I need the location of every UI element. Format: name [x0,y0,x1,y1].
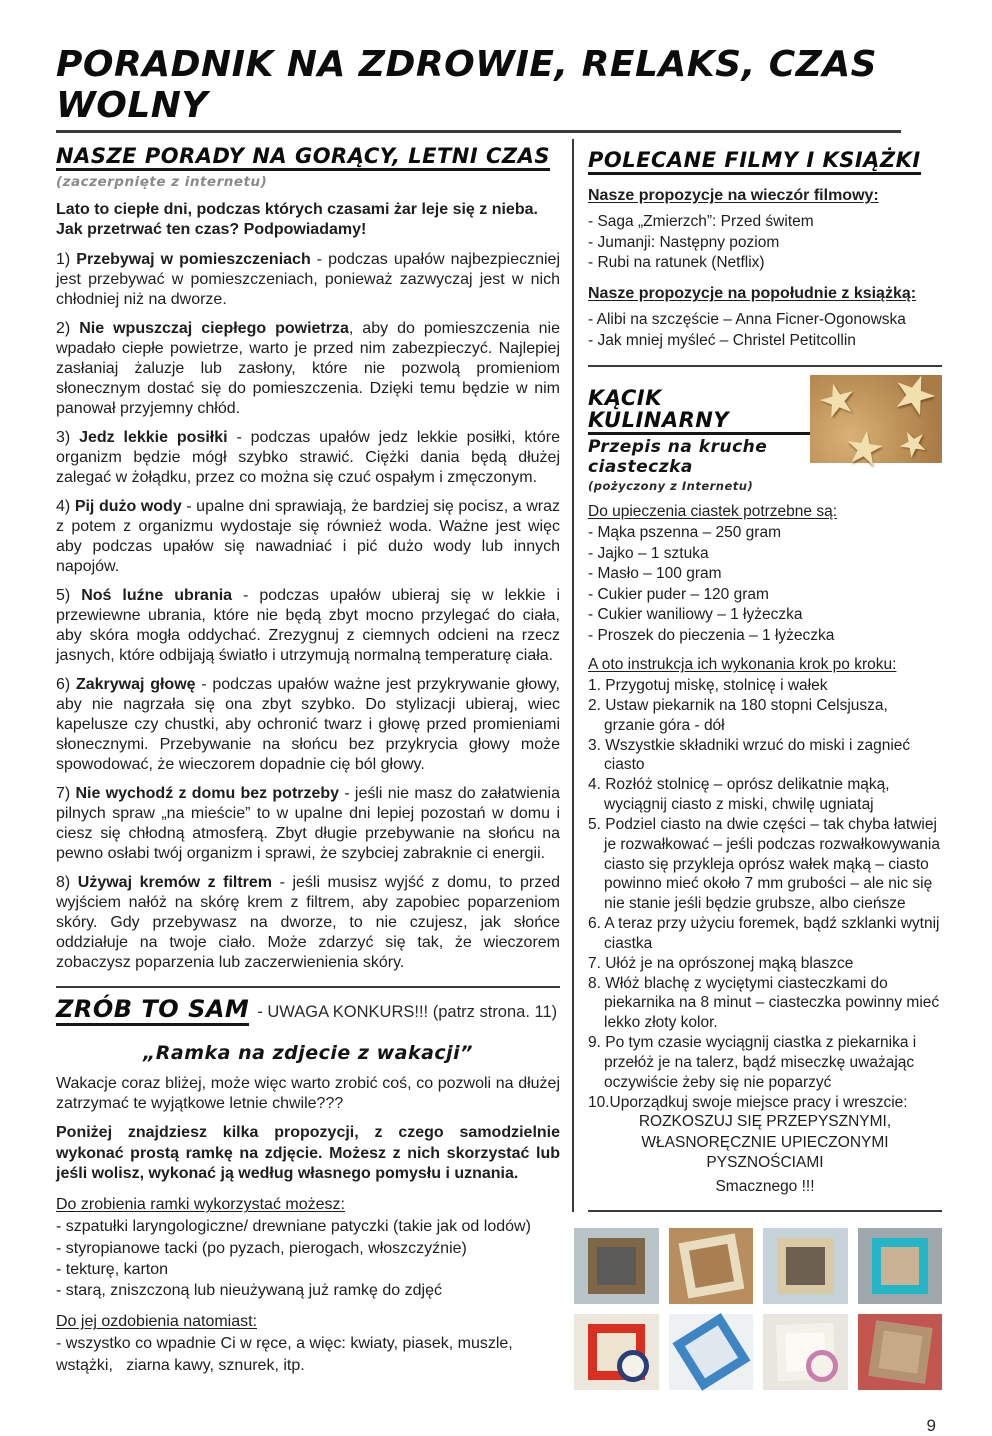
ingredient-list-item: - Cukier puder – 120 gram [588,585,769,603]
cooking-titles [588,375,810,493]
advice-item-6: 6) Zakrywaj głowę - podczas upałów ważne jest przykrywanie głowy, aby nie nagrzała się ona zbyt szybko. Do stylizacji ubieraj, wiec kapelusze czy chustki, aby ochronić twarz i głowę przed promieniami słonecznymi. Przebywanie na słońcu bez przykrycia głowy może spowodować, że wieczorem dopadnie cię ból głowy. [56,675,561,773]
photo-frame-turquoise-frame [872,1238,929,1294]
cookie-star-icon: ★ [840,419,889,477]
steps-heading: A oto instrukcja ich wykonania krok po kroku: [588,656,897,674]
two-column-layout [56,139,947,1436]
cooking-heading: KĄCIK KULINARNY [588,387,810,435]
photo-frame-crafting-sticks-frame [678,1233,743,1298]
advice-item-3: 3) Jedz lekkie posiłki - podczas upałów jedz lekkie posiłki, które organizm będzie mógł szybko strawić. Ciężki dania będą dłużej zalegać w żołądku, przez co można się czuć ospałym i zmęczonym. [56,428,560,486]
finale-line: ROZKOSZUJ SIĘ PRZEPYSZNYMI, [638,1113,892,1131]
diy-subtitle: „Ramka na zdjecie z wakacji” [143,1041,473,1064]
tasty-note: Smacznego !!! [715,1177,815,1195]
ingredient-list-item: - Proszek do pieczenia – 1 łyżeczka [588,626,835,644]
step-list-item: 10.Uporządkuj swoje miejsce pracy i wreszcie: [588,1093,908,1111]
photo-frame-wood-shells [574,1228,659,1304]
step-list-item: 7. Ułóż je na oprószonej mąką blaszce [588,954,854,972]
cookie-star-icon: ★ [882,360,947,431]
page-title: PORADNIK NA ZDROWIE, RELAKS, CZAS WOLNY [56,44,878,126]
photo-frame-blue-shells-frame [672,1313,750,1390]
right-column-bordered-area [572,139,947,1212]
advice-item-8: 8) Używaj kremów z filtrem - jeśli musisz wyjść z domu, to przed wyjściem nałóż na skórę krem z filtrem, aby zapobiec poparzeniom skóry. Gdy przebywasz na dworze, to nie czujesz, jak słońce oddziałuje na twoje ciało. Może zdarzyć się tak, że wieczorem zobaczysz poparzenia lub zaczerwienienia skóry. [56,873,560,971]
decoration-text: - wszystko co wpadnie Ci w ręce, a więc: kwiaty, piasek, muszle, wstążki, ziarna kawy, sznurek, itp. [56,1335,518,1374]
frames-gallery [574,1228,942,1390]
diy-contest-note: - UWAGA KONKURS!!! (patrz strona. 11) [257,1002,558,1021]
step-list-item: 6. A teraz przy użyciu foremek, bądź szklanki wytnij ciastka [588,915,940,952]
advice-item-4: 4) Pij dużo wody - upalne dni sprawiają, że bardziej się pocisz, a wraz z potem z organizmu wydostaje się również woda. Ważne jest więc aby podczas upałów się nawadniać i pić dużo wody lub innych napojów. [56,497,560,575]
cookie-star-icon: ★ [812,372,863,430]
movie-list-item: - Saga „Zmierzch”: Przed świtem [588,213,814,231]
cookie-star-icon: ★ [890,420,936,469]
step-list-item: 8. Włóż blachę z wyciętymi ciasteczkami do piekarnika na 8 minut – ciasteczka powinny mieć lekko złoty kolor. [588,974,940,1032]
materials-list-item: - styropianowe tacki (po pyzach, pierogach, włoszczyźnie) [56,1239,467,1257]
ingredient-list-item: - Mąka pszenna – 250 gram [588,524,781,542]
advice-item-1: 1) Przebywaj w pomieszczeniach - podczas upałów najbezpieczniej jest przebywać w pomieszczeniach, ponieważ zazwyczaj jest w nich chłodniej niż na dworze. [56,250,561,308]
photo-frame-white-flowers-decoration [806,1350,838,1382]
photo-frame-turquoise [858,1228,943,1304]
advice-item-7: 7) Nie wychodź z domu bez potrzeby - jeśli nie masz do załatwienia pilnych spraw „na mieście” to w upalne dni lepiej pozostań w domu i ciesz się chłodną atmosferą. Zbyt długie przebywanie na słońcu na pewno osłabi twój organizm i sprawi, że szybciej zabraknie ci energii. [56,784,561,862]
advice-item-2: 2) Nie wpuszczaj ciepłego powietrza, aby do pomieszczenia nie wpadało ciepłe powietrze, warto je przed nim zabezpieczyć. Najlepiej zasłaniaj żaluzje lub zasłony, które nie pozwolą promieniom słonecznym dostać się do pomieszczenia. Dzięki temu będzie w nim panował przyjemny chłód. [56,319,560,417]
cookies-photo [810,360,947,477]
materials-list-item: - tekturę, karton [56,1260,169,1278]
step-list-item: 3. Wszystkie składniki wrzuć do miski i zagnieć ciasto [588,736,911,774]
photo-frame-seashells-frame [777,1238,834,1294]
advice-heading: NASZE PORADY NA GORĄCY, LETNI CZAS [56,145,560,171]
ingredient-list-item: - Cukier waniliowy – 1 łyżeczka [588,606,803,624]
right-column [572,139,947,1436]
left-column [56,139,572,1376]
book-list-item: - Jak mniej myśleć – Christel Petitcollin [588,331,856,349]
recommendations-box [588,143,942,367]
photo-frame-white-flowers [763,1314,848,1390]
step-list-item: 2. Ustaw piekarnik na 180 stopni Celsjusza, grzanie góra - dół [588,696,888,734]
diy-intro: Wakacje coraz bliżej, może więc warto zrobić coś, co pozwoli na dłużej zatrzymać te wyjątkowe letnie chwile??? [56,1074,560,1113]
photo-frame-cardboard-stand [858,1314,943,1390]
book-list-item: - Alibi na szczęście – Anna Ficner-Ogonowska [588,311,906,329]
photo-frame-wood-shells-frame [588,1238,645,1294]
recipe-source-note: (pożyczony z Internetu) [588,479,754,494]
decoration-heading: Do jej ozdobienia natomiast: [56,1313,258,1331]
photo-frame-seashells [763,1228,848,1304]
recommendations-heading: POLECANE FILMY I KSIĄŻKI [588,149,942,175]
movie-list-item: - Jumanji: Następny poziom [588,233,780,251]
photo-frame-blue-shells [669,1314,754,1390]
ingredient-list-item: - Jajko – 1 sztuka [588,544,709,562]
photo-frame-cardboard-stand-frame [868,1320,932,1383]
advice-source-note: (zaczerpnięte z internetu) [56,174,268,191]
movies-heading: Nasze propozycje na wieczór filmowy: [588,187,879,205]
advice-item-5: 5) Noś luźne ubrania - podczas upałów ubieraj się w lekkie i przewiewne ubrania, które nie będą zbyt mocno przylegać do ciała, aby skóra mogła oddychać. Zrezygnuj z ciemnych odcieni na rzecz jasnych, które odbijają światło i utrzymują normalną temperaturę ciała. [56,586,561,664]
step-list-item: 5. Podziel ciasto na dwie części – tak chyba łatwiej je rozwałkować – jeśli podczas rozwałkowywania ciasto się przykleja oprósz wałek mąką – ciasto powinno mieć około 7 mm grubości – ale nic się nie stanie jeśli będzie grubsze, albo cieńsze [588,815,940,913]
finale-line: PYSZNOŚCIAMI [706,1154,824,1172]
photo-frame-red-lifering [574,1314,659,1390]
movie-list-item: - Rubi na ratunek (Netflix) [588,253,765,271]
diy-instructions: Poniżej znajdziesz kilka propozycji, z czego samodzielnie wykonać prostą ramkę na zdjęcie. Możesz z nich skorzystać lub jeśli wolisz, wykonać ją według własnego pomysłu i uznania. [56,1124,560,1183]
page-number: 9 [926,1415,936,1435]
finale-line: WŁASNORĘCZNIE UPIECZONYMI [641,1133,889,1151]
recipe-title: Przepis na kruche ciasteczka [588,437,768,478]
photo-frame-red-lifering-decoration [617,1350,649,1382]
title-rule [56,130,901,133]
step-list-item: 1. Przygotuj miskę, stolnicę i wałek [588,677,828,695]
ingredient-list-item: - Masło – 100 gram [588,565,722,583]
books-heading: Nasze propozycje na popołudnie z książką: [588,285,917,303]
diy-section-heading: ZRÓB TO SAM [56,997,249,1026]
materials-list-item: - szpatułki laryngologiczne/ drewniane patyczki (takie jak od lodów) [56,1218,531,1236]
ingredients-heading: Do upieczenia ciastek potrzebne są: [588,503,838,521]
advice-intro: Lato to ciepłe dni, podczas których czasami żar leje się z nieba. Jak przetrwać ten czas? Podpowiadamy! [56,201,538,239]
step-list-item: 4. Rozłóż stolnicę – oprósz delikatnie mąką, wyciągnij ciasto z miski, chwilę ugniataj [588,776,890,814]
diy-heading-row [56,994,560,1026]
step-list-item: 9. Po tym czasie wyciągnij ciastka z piekarnika i przełóż je na talerz, bądź miseczkę uważając oczywiście żeby się nie poparzyć [588,1034,917,1091]
cooking-header-row [588,360,947,494]
materials-heading: Do zrobienia ramki wykorzystać możesz: [56,1196,345,1214]
materials-list-item: - starą, zniszczoną lub nieużywaną już ramkę do zdjęć [56,1282,442,1300]
photo-frame-crafting-sticks [669,1228,754,1304]
cooking-box [588,360,947,1211]
diy-section [56,986,560,1376]
